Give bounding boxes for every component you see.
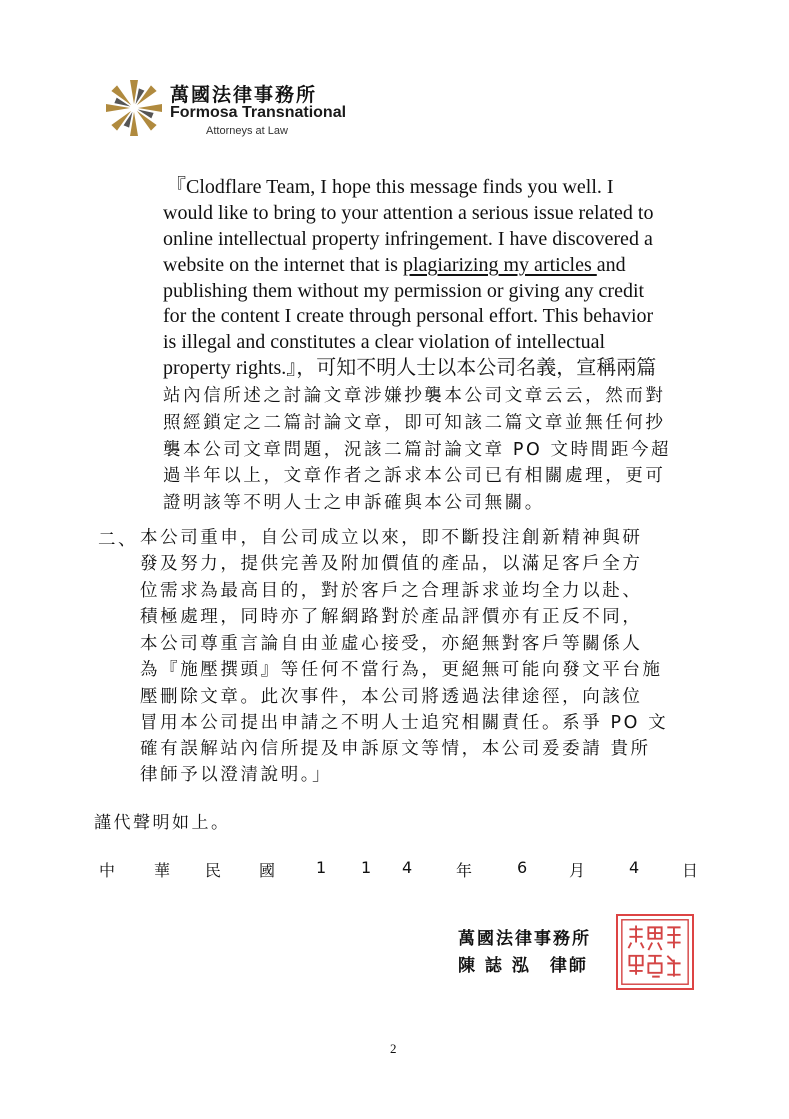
date-char: 4	[402, 858, 413, 877]
section-line: 確有誤解站內信所提及申訴原文等情，本公司爰委請 貴所	[140, 739, 651, 759]
quote-line: 『Clodflare Team, I hope this message finds you well. I	[166, 176, 614, 198]
date-char: 華	[154, 861, 171, 880]
quote-line-text: and	[596, 254, 626, 276]
section-line: 律師予以澄清說明。」	[140, 765, 333, 785]
page-number: 2	[390, 1041, 397, 1056]
date-char: 國	[259, 861, 276, 880]
firm-name-en: Formosa Transnational	[170, 104, 347, 121]
section-line: 壓刪除文章。此次事件，本公司將透過法律途徑，向該位	[140, 687, 643, 707]
closing-statement: 謹代聲明如上。	[94, 813, 231, 833]
section-line: 本公司重申，自公司成立以來，即不斷投注創新精神與研	[140, 528, 643, 548]
quote-line: 站內信所述之討論文章涉嫌抄襲本公司文章云云，然而對	[163, 386, 666, 406]
quote-line-text: website on the internet that is	[163, 254, 403, 276]
date-char: 年	[456, 861, 473, 880]
quote-line	[163, 253, 626, 277]
section-line: 冒用本公司提出申請之不明人士追究相關責任。系爭 PO 文	[140, 713, 669, 733]
section-line: 積極處理，同時亦了解網路對於產品評價亦有正反不同，	[140, 607, 643, 627]
date-char: 1	[316, 858, 327, 877]
date-char: 4	[629, 858, 640, 877]
lawyer-seal-icon	[616, 914, 694, 990]
starburst-logo-icon	[104, 78, 164, 138]
signature-lawyer: 陳 誌 泓 律師	[458, 956, 588, 976]
section-line: 發及努力，提供完善及附加價值的產品，以滿足客戶全方	[140, 554, 643, 574]
date-char: 6	[517, 858, 528, 877]
date-char: 1	[361, 858, 372, 877]
quote-line: would like to bring to your attention a serious issue related to	[163, 202, 654, 224]
quote-line: is illegal and constitutes a clear violation of intellectual	[163, 331, 606, 353]
section-line: 為『施壓撰頭』等任何不當行為，更絕無可能向發文平台施	[140, 660, 663, 680]
firm-name-zh: 萬國法律事務所	[170, 84, 318, 106]
signature-firm: 萬國法律事務所	[458, 929, 591, 949]
quote-line: for the content I create through personal effort. This behavior	[163, 305, 654, 327]
date-char: 民	[205, 861, 222, 880]
firm-subtitle: Attorneys at Law	[206, 125, 288, 137]
quote-line: 證明該等不明人士之申訴確與本公司無關。	[163, 493, 545, 513]
date-char: 中	[99, 861, 116, 880]
section-line: 位需求為最高目的，對於客戶之合理訴求並均全力以赴、	[140, 581, 643, 601]
quote-line: 照經鎖定之二篇討論文章，即可知該二篇文章並無任何抄	[163, 413, 666, 433]
quote-line: property rights.』，可知不明人士以本公司名義，宣稱兩篇	[163, 357, 657, 379]
section-number: 二、	[98, 530, 138, 550]
quote-line: online intellectual property infringement. I have discovered a	[163, 228, 653, 250]
quote-line: 襲本公司文章問題，況該二篇討論文章 PO 文時間距今超	[163, 440, 672, 460]
quote-line: 過半年以上，文章作者之訴求本公司已有相關處理，更可	[163, 466, 666, 486]
quote-line: publishing them without my permission or giving any credit	[163, 280, 645, 302]
date-char: 日	[682, 861, 699, 880]
underlined-phrase: plagiarizing my articles	[402, 254, 597, 276]
date-char: 月	[569, 861, 586, 880]
section-line: 本公司尊重言論自由並虛心接受，亦絕無對客戶等關係人	[140, 634, 643, 654]
